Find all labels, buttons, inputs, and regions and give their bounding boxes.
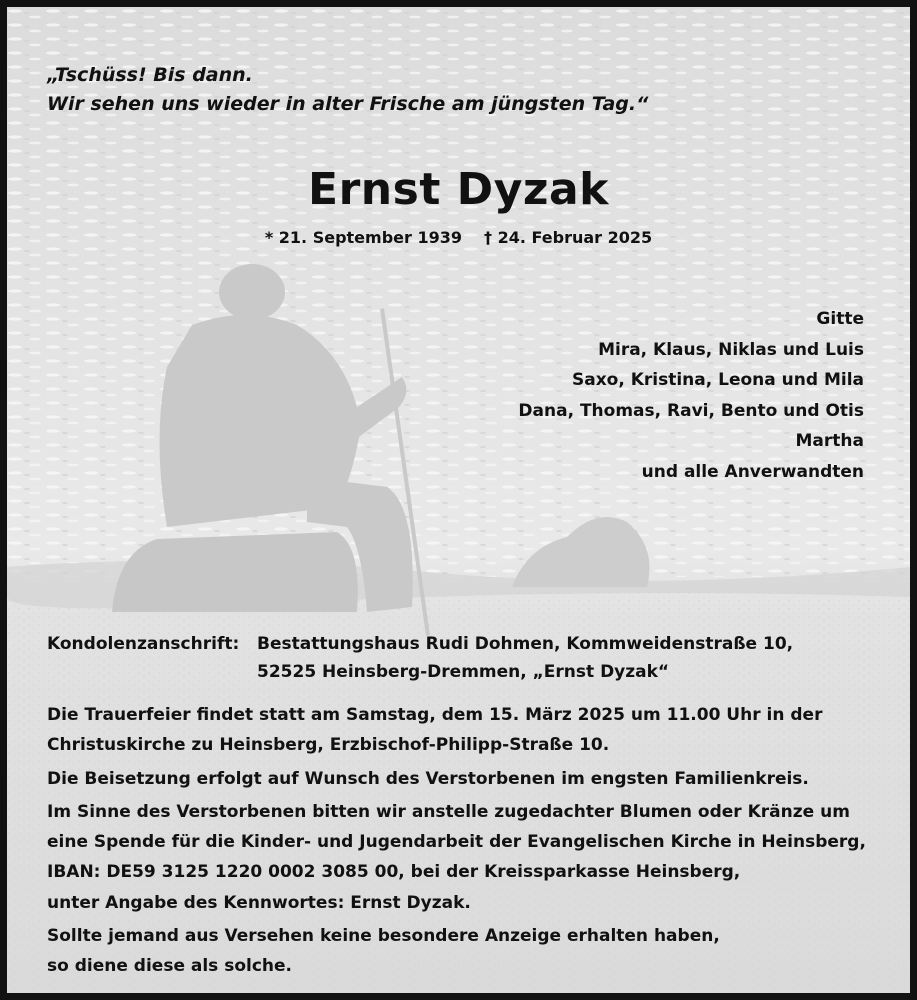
closing-line: Sollte jemand aus Versehen keine besondere Anzeige erhalten haben, — [47, 926, 720, 947]
donation-info-line: Im Sinne des Verstorbenen bitten wir anstelle zugedachter Blumen oder Kränze um — [47, 801, 850, 822]
closing-line: so diene diese als solche. — [47, 956, 293, 977]
mourners-list — [518, 304, 864, 487]
mourner-line: Saxo, Kristina, Leona und Mila — [571, 370, 864, 390]
condolence-address — [257, 630, 793, 686]
death-date: † 24. Februar 2025 — [484, 228, 653, 247]
quote — [47, 61, 847, 119]
mourner-line: Gitte — [816, 309, 864, 329]
donation-info-line: IBAN: DE59 3125 1220 0002 3085 00, bei der Kreissparkasse Heinsberg, — [47, 862, 741, 883]
donation-info-line: unter Angabe des Kennwortes: Ernst Dyzak. — [47, 892, 471, 913]
quote-line: „Tschüss! Bis dann. — [47, 64, 253, 86]
quote-line: Wir sehen uns wieder in alter Frische am jüngsten Tag.“ — [47, 93, 649, 115]
address-line: 52525 Heinsberg-Dremmen, „Ernst Dyzak“ — [257, 662, 670, 682]
seated-rock — [112, 532, 358, 612]
address-line: Bestattungshaus Rudi Dohmen, Kommweidenstraße 10, — [257, 634, 794, 654]
mourner-line: und alle Anverwandten — [641, 461, 864, 482]
funeral-info-line: Christuskirche zu Heinsberg, Erzbischof-Philipp-Straße 10. — [47, 735, 610, 756]
deceased-name: Ernst Dyzak — [308, 164, 609, 215]
donation-info-line: eine Spende für die Kinder- und Jugendarbeit der Evangelischen Kirche in Heinsberg, — [47, 832, 866, 853]
funeral-info-line: Die Trauerfeier findet statt am Samstag, dem 15. März 2025 um 11.00 Uhr in der — [47, 705, 823, 725]
mourner-line: Mira, Klaus, Niklas und Luis — [598, 339, 864, 360]
mourner-line: Dana, Thomas, Ravi, Bento und Otis — [518, 400, 864, 421]
burial-info: Die Beisetzung erfolgt auf Wunsch des Verstorbenen im engsten Familienkreis. — [47, 768, 809, 789]
birth-date: * 21. September 1939 — [264, 228, 462, 247]
mourner-line: Martha — [795, 431, 864, 451]
life-dates — [7, 228, 910, 247]
notice-text — [47, 700, 887, 982]
condolence-label: Kondolenzanschrift: — [47, 634, 240, 654]
